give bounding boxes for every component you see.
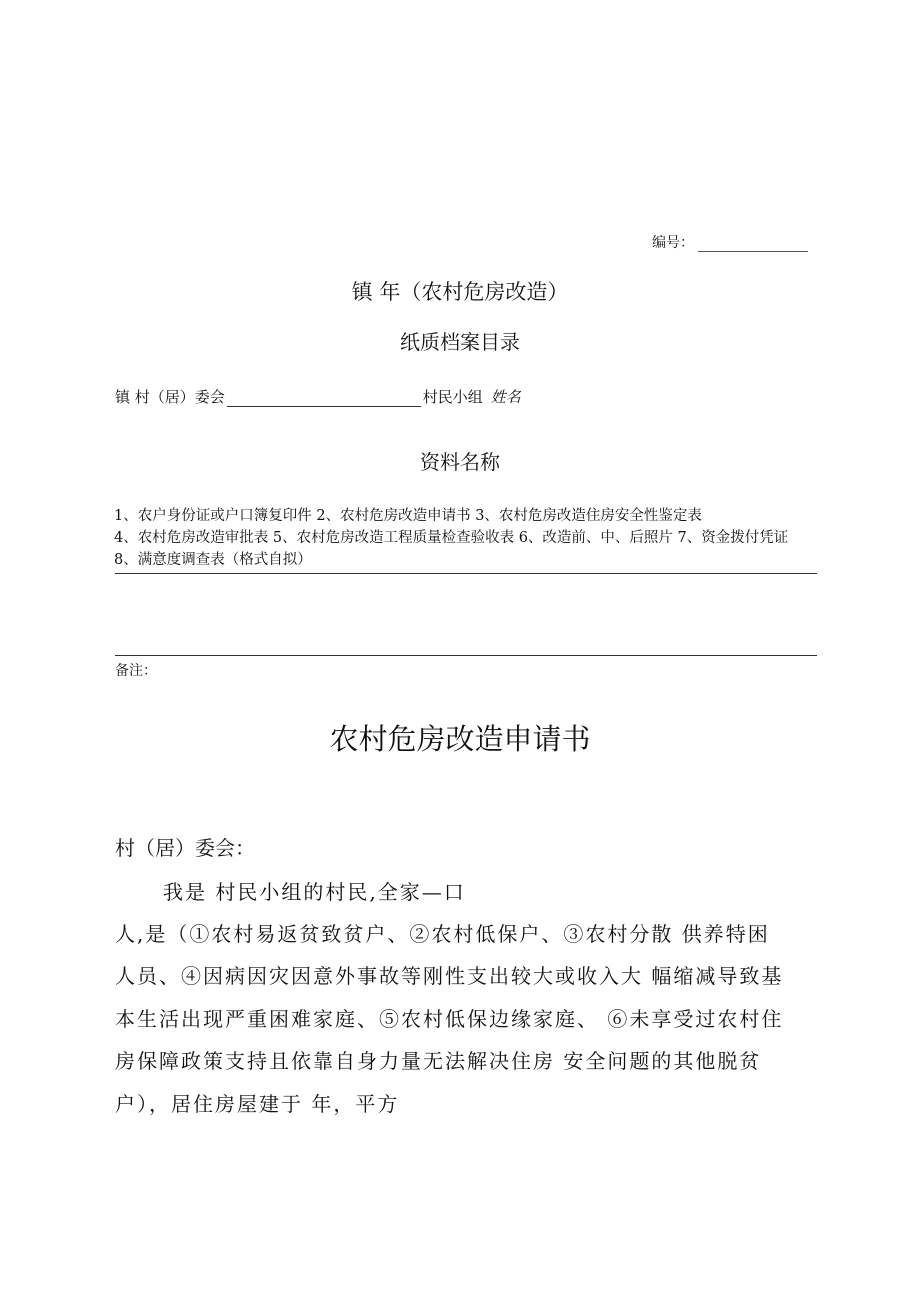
list-item: 5、农村危房改造工程质量检查验收表 — [272, 530, 515, 546]
body-line: 户），居住房屋建于 年，平方 — [115, 1092, 400, 1116]
archive-title: 镇 年（农村危房改造） — [351, 280, 569, 304]
list-item: 4、农村危房改造审批表 — [114, 530, 269, 546]
serial-label: 编号： — [652, 235, 694, 251]
village-line — [115, 386, 521, 407]
list-item: 6、改造前、中、后照片 — [518, 530, 673, 546]
divider — [115, 573, 817, 574]
archive-subtitle: 纸质档案目录 — [400, 330, 520, 354]
village-suffix: 村民小组 — [422, 388, 483, 406]
body-line: 人,是（①农村易返贫致贫户、②农村低保户、③农村分散 供养特困 — [115, 922, 770, 946]
materials-title: 资料名称 — [420, 450, 500, 474]
serial-blank — [698, 237, 808, 252]
village-blank — [227, 391, 421, 407]
serial-number — [652, 232, 808, 252]
body-line: 房保障政策支持且依靠自身力量无法解决住房 安全问题的其他脱贫 — [115, 1049, 762, 1073]
body-line: 人员、④因病因灾因意外事故等刚性支出较大或收入大 幅缩减导致基 — [115, 964, 784, 988]
list-item: 8、满意度调查表（格式自拟） — [114, 552, 312, 568]
village-prefix: 镇 村（居）委会 — [115, 388, 225, 406]
body-line: 本生活出现严重困难家庭、⑤农村低保边缘家庭、 ⑥未享受过农村住 — [115, 1007, 784, 1031]
list-item: 3、农村危房改造住房安全性鉴定表 — [475, 508, 702, 524]
list-item: 7、资金拨付凭证 — [677, 530, 789, 546]
name-placeholder: 姓名 — [490, 388, 521, 406]
greeting: 村（居）委会： — [115, 836, 255, 860]
list-item: 1、农户身份证或户口簿复印件 — [114, 508, 312, 524]
list-item: 2、农村危房改造申请书 — [316, 508, 471, 524]
note-label: 备注： — [115, 663, 157, 679]
divider — [115, 655, 817, 656]
materials-list — [114, 505, 817, 571]
application-title: 农村危房改造申请书 — [329, 722, 591, 756]
body-line: 我是 村民小组的村民,全家—口 — [163, 880, 466, 904]
